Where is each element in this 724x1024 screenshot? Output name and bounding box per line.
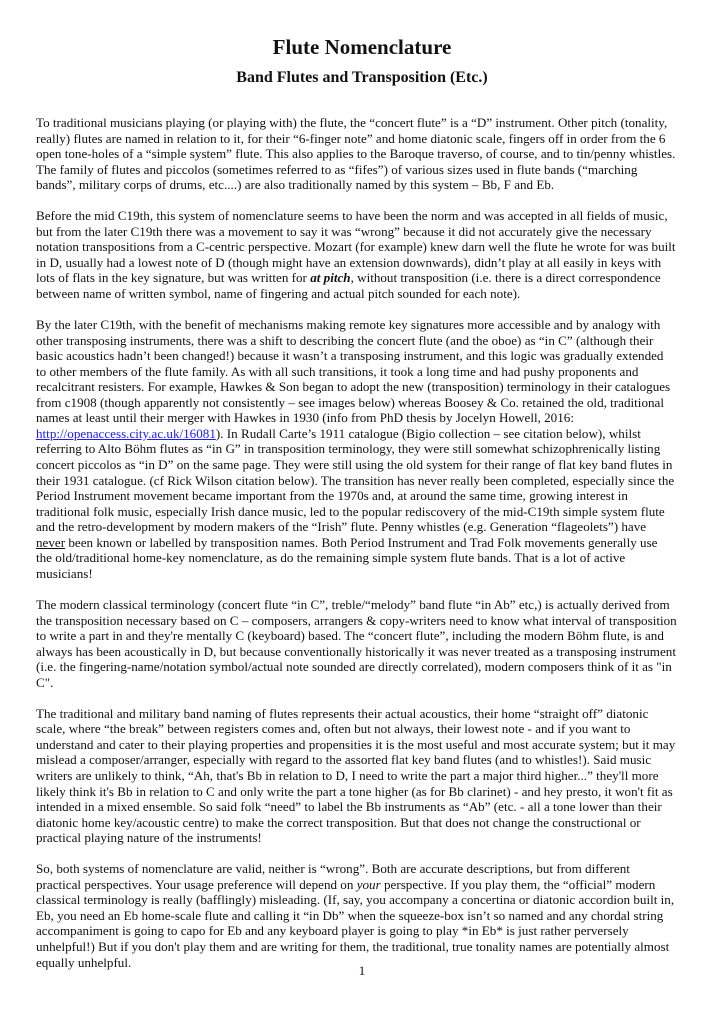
text-line: unhelpful!) But if you don't play them and are writing for them, the traditional, true tonality names are potentially almost: [36, 938, 670, 954]
text-line: mislead a composer/arranger, especially with regard to the assorted flat key band flutes (and to whistles!). Said music: [36, 752, 652, 768]
text-line: notation transpositions from a C-centric perspective. Mozart (for example) knew darn well the flute he wrote for was built: [36, 239, 676, 255]
text-line: Eb, you need an Eb home-scale flute and calling it “in Db” when the squeeze-box isn’t so named and any chordal string: [36, 907, 664, 923]
text-line: referring to Alto Böhm flutes as “in G” in transposition terminology, they were still somewhat schizophrenically listing: [36, 441, 661, 457]
text-segment: ). In Rudall Carte’s 1911 catalogue (Bigio collection – see citation below), whilst: [215, 425, 641, 441]
text-line: Before the mid C19th, this system of nomenclature seems to have been the norm and was accepted in all fields of music,: [36, 208, 668, 224]
text-line: really) flutes are named in relation to it, for their “6-finger note” and home diatonic scale, fingers off in order from the 6: [36, 130, 666, 146]
paragraph-transition: [36, 317, 688, 581]
text-line: their 1931 catalogue. (cf Rick Wilson citation below). The transition has never really been completed, especially since the: [36, 472, 675, 488]
text-line: to other members of the flute family. As with all such transitions, it took a long time and had pushy proponents and: [36, 363, 639, 379]
text-line: concert piccolos as “in D” on the same page. They were still using the old system for their range of flat key band flutes in: [36, 457, 673, 473]
text-line: between name of written symbol, name of fingering and actual pitch sounded for each note).: [36, 286, 521, 302]
text-line: basic acoustics hadn’t been changed!) because it wasn’t a transposing instrument, and this logic was gradually extended: [36, 348, 664, 364]
text-line: diatonic home key/acoustic centre) to make the correct transposition. But that does not change the constructional or: [36, 814, 641, 830]
text-line: musicians!: [36, 565, 93, 581]
text-line: understand and cater to their playing properties and propensities it is the most useful and most accurate system; but it may: [36, 736, 676, 752]
text-line: So, both systems of nomenclature are valid, neither is “wrong”. Both are accurate descriptions, but from different: [36, 861, 630, 877]
text-line: bands”, military corps of drums, etc....) are also traditionally named by this system – Bb, F and Eb.: [36, 177, 555, 193]
text-line: recalcitrant resisters. For example, Hawkes & Son began to adopt the new (transposition) terminology in their catalogues: [36, 379, 671, 395]
text-line: writers are unlikely to think, “Ah, that's Bb in relation to D, I need to write the part a major third higher...” they'll more: [36, 767, 659, 783]
text-line: The traditional and military band naming of flutes represents their actual acoustics, their home “straight off” diatonic: [36, 705, 649, 721]
text-segment: , without transposition (i.e. there is a direct correspondence: [350, 270, 661, 286]
text-line: open tone-holes of a “simple system” flute. This also applies to the Baroque traverso, of course, and to tin/penny whistles.: [36, 146, 676, 162]
emphasis-your: your: [356, 876, 381, 892]
text-line: practical playing nature of the instruments!: [36, 830, 262, 846]
text-line-with-underline: [36, 535, 688, 551]
text-line: accompaniment is going to capo for Eb and any keyboard player is going to play *in Eb* is just rather perversely: [36, 923, 629, 939]
text-line: always has been acoustically in D, but because conventionally historically it was never treated as a transposing instrument: [36, 643, 676, 659]
text-line: from c1908 (though apparently not consistently – see images below) whereas Boosey & Co. retained the old, traditional: [36, 394, 664, 410]
text-line: equally unhelpful.: [36, 954, 132, 970]
text-line: the old/traditional home-key nomenclature, as do the remaining simple system flute bands. That is a lot of active: [36, 550, 626, 566]
paragraph-conclusion: [36, 861, 688, 970]
underlined-never: never: [36, 534, 66, 550]
text-line-with-emphasis: [36, 877, 688, 893]
text-line: classical terminology is really (bafflingly) misleading. (If, say, you accompany a concertina or diatonic accordion built in,: [36, 892, 675, 908]
text-line: other transposing instruments, there was a shift to describing the concert flute (and the oboe) as “in C” (although their: [36, 332, 654, 348]
text-line: traditional folk music, especially Irish dance music, led to the popular rediscovery of the mid-C19th simple system flute: [36, 503, 665, 519]
text-line: C".: [36, 674, 54, 690]
text-line: By the later C19th, with the benefit of mechanisms making remote key signatures more accessible and by analogy with: [36, 317, 661, 333]
text-line: scale, where “the break” between registers comes and, often but not always, their lowest note - and if you want to: [36, 721, 631, 737]
page-number: 1: [358, 963, 366, 978]
page-title: Flute Nomenclature: [272, 35, 452, 59]
text-line-with-emphasis: [36, 270, 688, 286]
paragraph-traditional-naming: [36, 706, 688, 846]
text-line: to write a part in and they're mentally C (keyboard) based. The “concert flute”, including the modern Böhm flute, is and: [36, 628, 664, 644]
text-line: To traditional musicians playing (or playing with) the flute, the “concert flute” is a “D” instrument. Other pitch (tonality,: [36, 115, 668, 130]
text-line: and the retro-development by modern makers of the “Irish” flute. Penny whistles (e.g. Generation “flageolets”) have: [36, 519, 647, 535]
paragraph-intro: [36, 115, 688, 193]
paragraph-history: [36, 208, 688, 301]
text-line: Period Instrument movement became important from the 1970s and, at around the same time, growing interest in: [36, 488, 628, 504]
paragraph-modern-terminology: [36, 597, 688, 690]
text-line: in D, usually had a lowest note of D (though might have an extension downwards), didn’t play at all easily in keys with: [36, 254, 662, 270]
text-line-with-link: [36, 426, 688, 442]
text-line: likely think it's Bb in relation to C and only write the part a tone higher (as for Bb clarinet) - and hey presto, it won't fit as: [36, 783, 673, 799]
text-line: intended in a mixed ensemble. So said folk “need” to label the Bb instruments as “Ab” (etc. - all a tone lower than their: [36, 799, 662, 815]
emphasis-at-pitch: at pitch: [310, 270, 351, 286]
text-line: The family of flutes and piccolos (sometimes referred to as “fifes”) of various sizes used in flute bands (“marching: [36, 161, 638, 177]
text-line: the transposition necessary based on C – composers, arrangers & copy-writers need to know what interval of transposition: [36, 612, 677, 628]
page-subtitle: Band Flutes and Transposition (Etc.): [236, 69, 488, 86]
text-segment: perspective. If you play them, the “official” modern: [380, 876, 656, 892]
document-body: [36, 115, 688, 986]
text-line: The modern classical terminology (concert flute “in C”, treble/“melody” band flute “in Ab” etc,) is actually derived from: [36, 596, 670, 612]
text-line: (i.e. the fingering-name/notation symbol/actual note sounded are directly correlated), modern composers think of it as "in: [36, 659, 672, 675]
text-line: but from the later C19th there was a movement to say it was “wrong” because it did not accurately give the necessary: [36, 223, 652, 239]
text-segment: been known or labelled by transposition names. Both Period Instrument and Trad Folk movements generally use: [65, 534, 658, 550]
text-line: names at least until their merger with Hawkes in 1930 (info from PhD thesis by Jocelyn Howell, 2016:: [36, 410, 574, 426]
thesis-link[interactable]: http://openaccess.city.ac.uk/16081: [36, 425, 216, 441]
text-segment: lots of flats in the key signature, but was written for: [36, 270, 311, 286]
text-segment: practical perspectives. Your usage preference will depend on: [36, 876, 357, 892]
